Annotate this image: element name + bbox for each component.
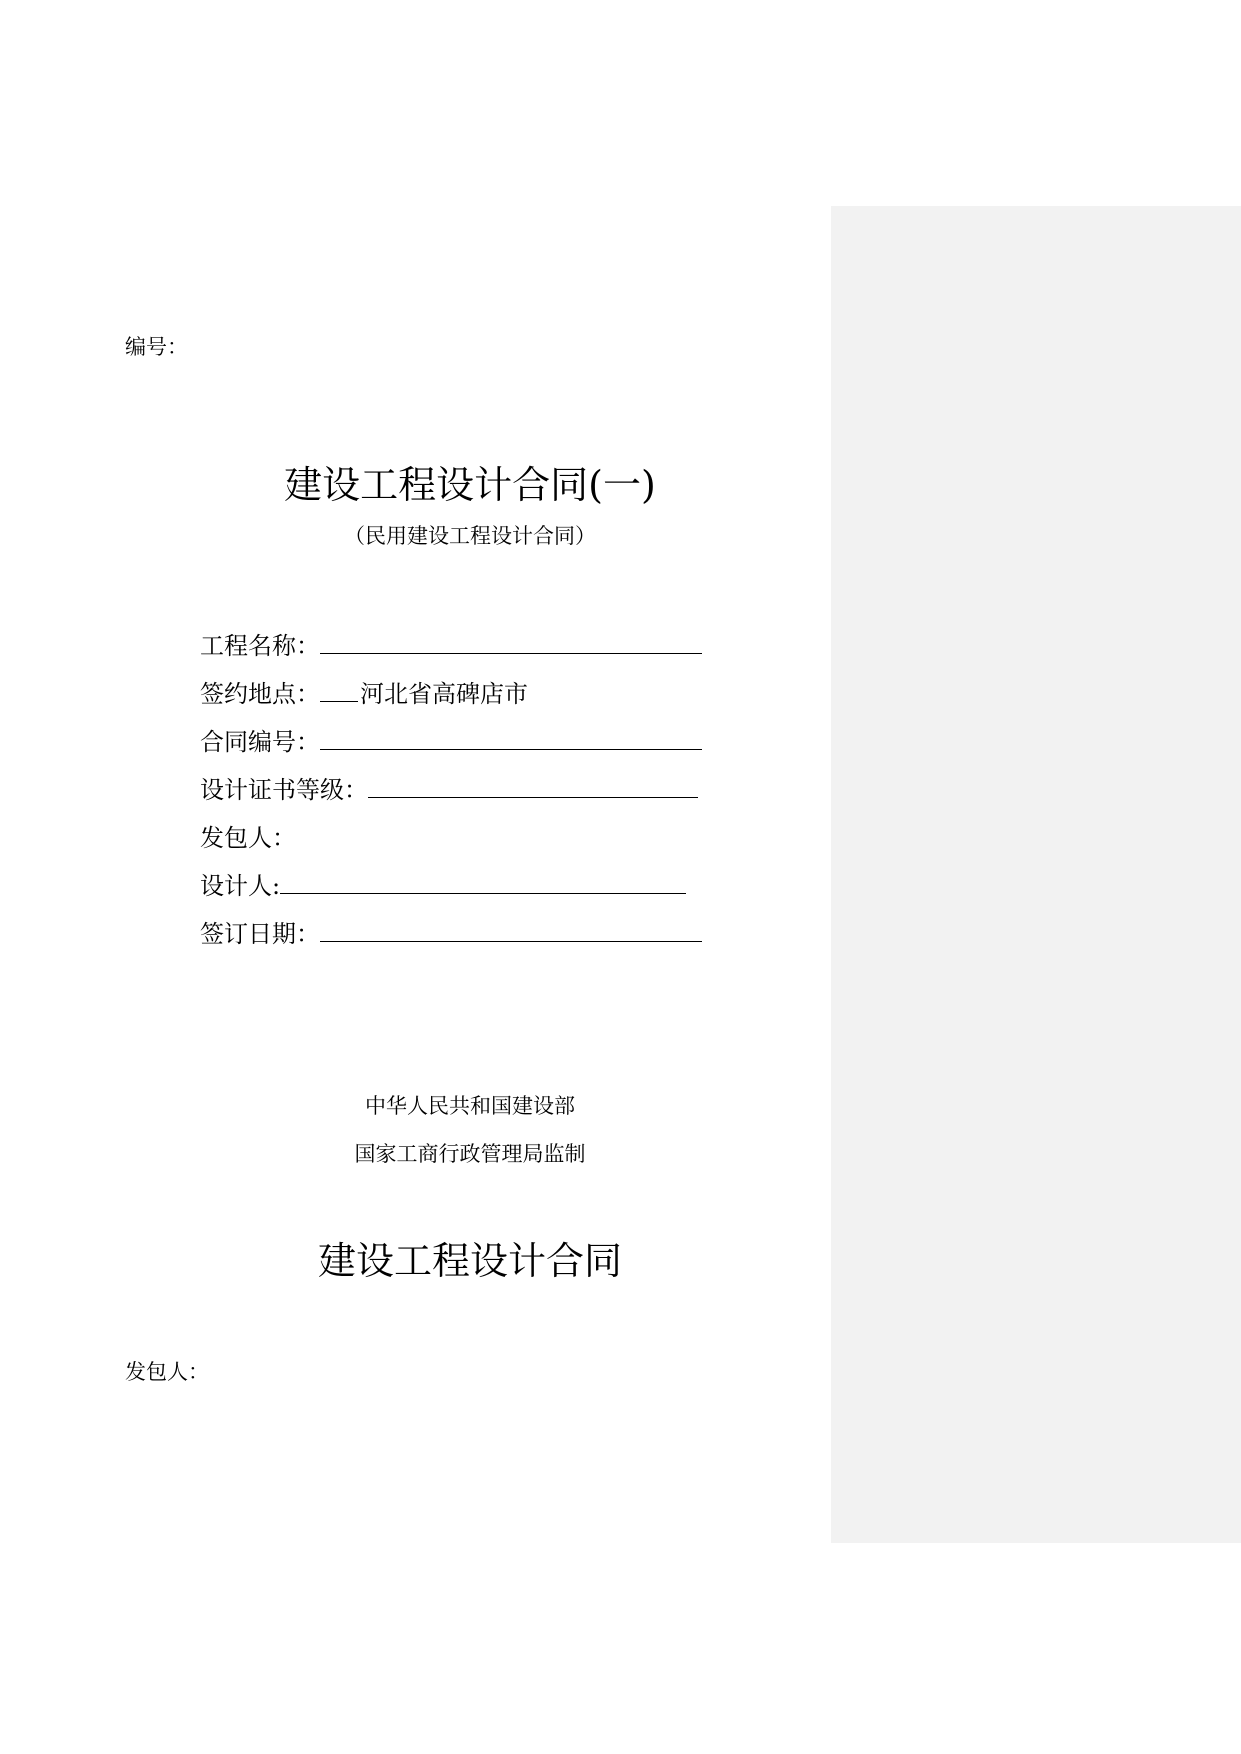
fill-in-line[interactable] <box>320 653 702 654</box>
field-cert-grade <box>200 758 720 806</box>
cover-fields <box>200 614 720 950</box>
client-party-label: 发包人： <box>125 1360 209 1384</box>
comment-margin-pane <box>831 206 1241 1543</box>
field-label: 设计证书等级： <box>200 776 368 804</box>
field-project-name <box>200 614 720 662</box>
fill-in-line[interactable] <box>320 749 702 750</box>
field-label: 工程名称： <box>200 632 320 660</box>
fill-in-line[interactable] <box>320 941 702 942</box>
field-label: 设计人: <box>200 872 281 900</box>
fill-in-line[interactable] <box>320 701 358 702</box>
serial-number-label: 编号： <box>125 335 188 359</box>
body-title: 建设工程设计合同 <box>317 1239 622 1283</box>
field-client <box>200 806 720 854</box>
contract-title: 建设工程设计合同(一) <box>284 463 656 507</box>
field-sign-date <box>200 902 720 950</box>
field-sign-place <box>200 662 720 710</box>
field-label: 签约地点： <box>200 680 320 708</box>
field-designer <box>200 854 720 902</box>
field-label: 签订日期： <box>200 920 320 948</box>
fill-in-line[interactable] <box>368 797 698 798</box>
field-label: 合同编号： <box>200 728 320 756</box>
contract-subtitle: （民用建设工程设计合同） <box>344 524 596 548</box>
issuer-bureau: 国家工商行政管理局监制 <box>354 1142 586 1166</box>
fill-in-line[interactable] <box>280 893 686 894</box>
field-label: 发包人： <box>200 824 296 852</box>
issuer-ministry: 中华人民共和国建设部 <box>365 1094 575 1118</box>
field-contract-no <box>200 710 720 758</box>
field-value: 河北省高碑店市 <box>360 680 528 708</box>
